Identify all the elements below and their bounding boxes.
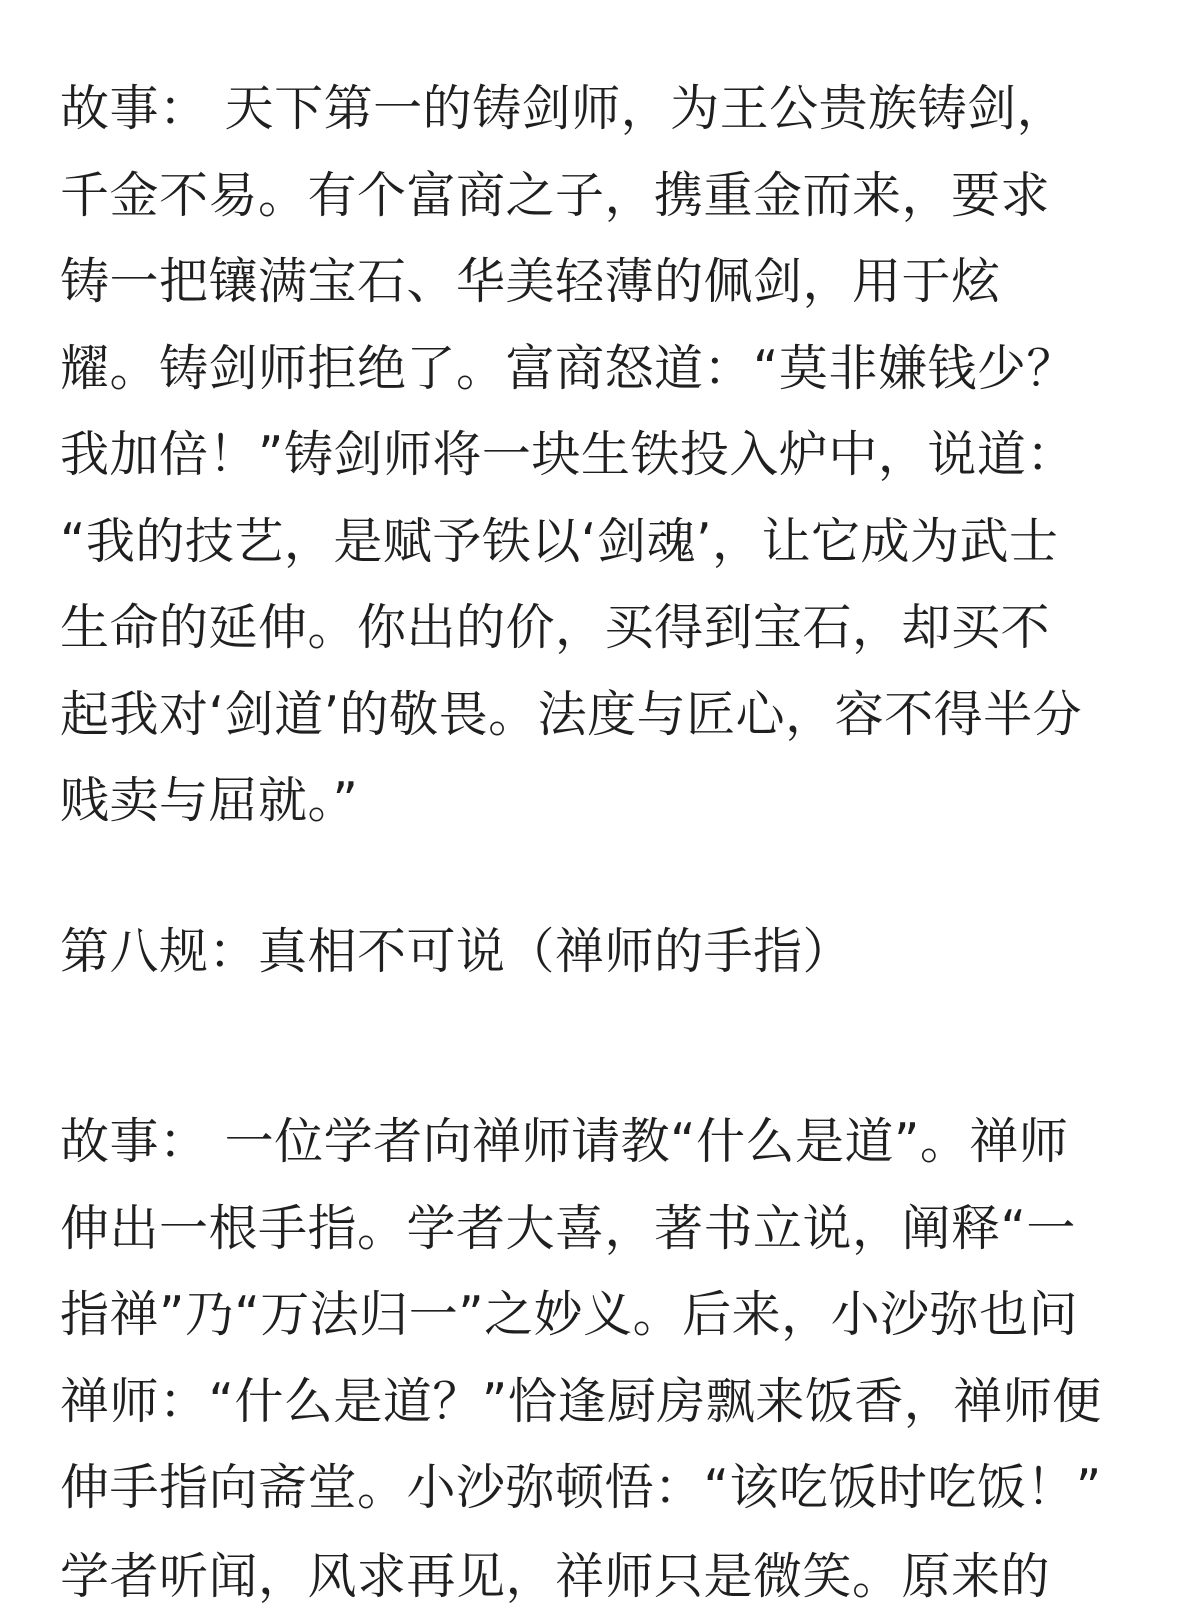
rule-heading-block: [60, 909, 1120, 996]
paragraph-line: 指禅”乃“万法归一”之妙义。后来，小沙弥也问: [60, 1286, 1079, 1343]
article-body: [60, 66, 1120, 1532]
paragraph-line: 故事： 天下第一的铸剑师，为王公贵族铸剑，: [60, 80, 1067, 137]
paragraph-line: 伸出一根手指。学者大喜，著书立说，阐释“一: [60, 1199, 1076, 1257]
paragraph-line: 生命的延伸。你出的价，买得到宝石，却买不: [60, 599, 1051, 656]
cutoff-paragraph-line: 学者听闻，风求再见，祥师只是微笑。原来的: [60, 1548, 1051, 1605]
paragraph-line: 我加倍！”铸剑师将一块生铁投入炉中，说道：: [60, 426, 1076, 483]
paragraph-line: 起我对‘剑道’的敬畏。法度与匠心，容不得半分: [60, 685, 1083, 743]
story-zen-master: [60, 1099, 1120, 1532]
paragraph-line: 禅师：“什么是道？”恰逢厨房飘来饭香，禅师便: [60, 1372, 1102, 1430]
paragraph-line: 千金不易。有个富商之子，携重金而来，要求: [60, 166, 1051, 224]
paragraph-line: 铸一把镶满宝石、华美轻薄的佩剑，用于炫: [60, 253, 1001, 310]
paragraph-line: 故事： 一位学者向禅师请教“什么是道”。禅师: [60, 1113, 1069, 1170]
story-swordsmith: [60, 66, 1120, 845]
spacer: [60, 995, 1120, 1099]
section-heading: 第八规：真相不可说（禅师的手指）: [60, 922, 853, 980]
paragraph-line: 伸手指向斋堂。小沙弥顿悟：“该吃饭时吃饭！”: [60, 1459, 1102, 1516]
paragraph-line: 贱卖与屈就。”: [60, 772, 359, 829]
paragraph-line: “我的技艺，是赋予铁以‘剑魂’，让它成为武士: [60, 512, 1059, 570]
paragraph-line: 耀。铸剑师拒绝了。富商怒道：“莫非嫌钱少？: [60, 339, 1076, 397]
